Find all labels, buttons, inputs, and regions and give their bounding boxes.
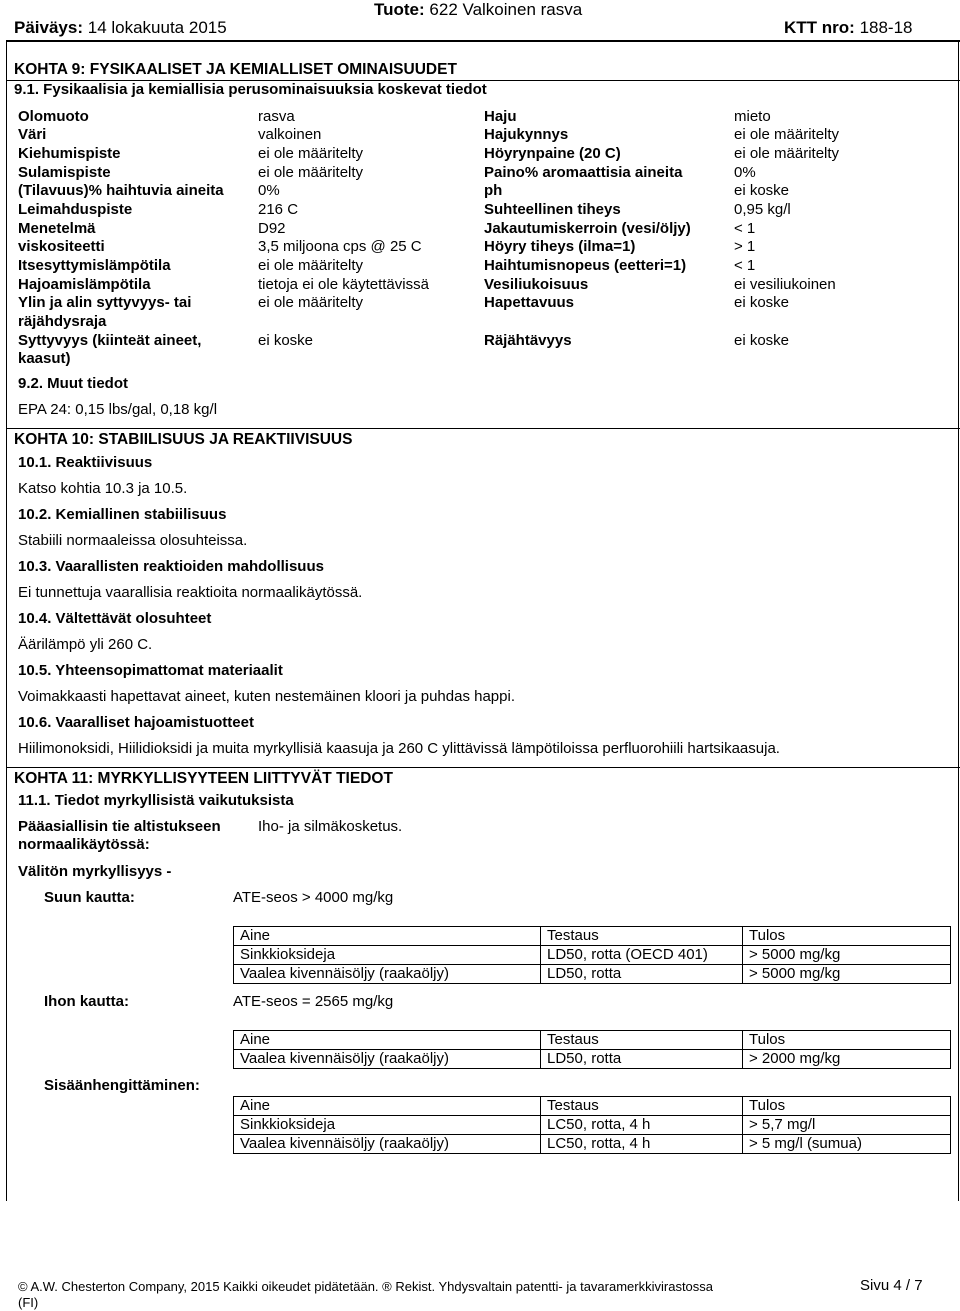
prop-value: < 1 [734, 220, 756, 237]
section11-rule [6, 767, 960, 768]
table-header-row [234, 1097, 951, 1116]
prop-value: ei ole määritelty [258, 164, 364, 181]
table-cell: LC50, rotta, 4 h [541, 1135, 743, 1154]
prop-label: Hajoamislämpötila [18, 276, 151, 293]
prop-label: Haihtumisnopeus (eetteri=1) [484, 257, 687, 274]
col-header: Aine [234, 1031, 541, 1050]
product-label: Tuote: [374, 0, 425, 19]
prop-label-cont: kaasut) [18, 350, 71, 367]
prop-label: Vesiliukoisuus [484, 276, 589, 293]
table-row [234, 965, 951, 984]
col-header: Aine [234, 927, 541, 946]
prop-label: Hajukynnys [484, 126, 569, 143]
prop-label: Haju [484, 108, 517, 125]
section10-rule [6, 428, 960, 429]
table-cell: LD50, rotta (OECD 401) [541, 946, 743, 965]
prop-label: Menetelmä [18, 220, 96, 237]
prop-value: ei ole määritelty [258, 294, 364, 311]
section11-title: KOHTA 11: MYRKYLLISYYTEEN LIITTYVÄT TIEDOT [14, 770, 393, 787]
prop-label: Kiehumispiste [18, 145, 121, 162]
prop-label: Syttyvyys (kiinteät aineet, [18, 332, 202, 349]
prop-value: ei koske [258, 332, 314, 349]
prop-value: ei koske [734, 294, 790, 311]
section11-sub1: 11.1. Tiedot myrkyllisistä vaikutuksista [18, 792, 294, 809]
oral-ate: ATE-seos > 4000 mg/kg [233, 889, 394, 906]
prop-label: Höyrynpaine (20 C) [484, 145, 621, 162]
prop-value: 0,95 kg/l [734, 201, 791, 218]
prop-value: ei vesiliukoinen [734, 276, 836, 293]
prop-value: D92 [258, 220, 286, 237]
prop-value: mieto [734, 108, 771, 125]
s10-heading: 10.4. Vältettävät olosuhteet [18, 610, 212, 627]
prop-label-cont: räjähdysraja [18, 313, 107, 330]
prop-value: 0% [258, 182, 280, 199]
date-value: 14 lokakuuta 2015 [87, 18, 227, 37]
s10-text: Stabiili normaaleissa olosuhteissa. [18, 532, 248, 549]
s10-heading: 10.6. Vaaralliset hajoamistuotteet [18, 714, 254, 731]
header-product [374, 1, 582, 19]
footer-page-number: Sivu 4 / 7 [860, 1277, 923, 1294]
prop-value: ei koske [734, 182, 790, 199]
exposure-label: Pääasiallisin tie altistukseen [18, 818, 221, 835]
skin-label: Ihon kautta: [44, 993, 129, 1010]
table-row [234, 1116, 951, 1135]
prop-label: viskositeetti [18, 238, 105, 255]
table-row [234, 1050, 951, 1069]
header-date [14, 19, 227, 37]
prop-value: 0% [734, 164, 756, 181]
s10-heading: 10.1. Reaktiivisuus [18, 454, 153, 471]
table-cell: > 5,7 mg/l [743, 1116, 951, 1135]
inhalation-toxicity-table [233, 1096, 951, 1154]
s10-heading: 10.5. Yhteensopimattomat materiaalit [18, 662, 283, 679]
table-row [234, 946, 951, 965]
prop-label: Höyry tiheys (ilma=1) [484, 238, 636, 255]
prop-value: ei koske [734, 332, 790, 349]
oral-toxicity-table [233, 926, 951, 984]
ktt-value: 188-18 [859, 18, 913, 37]
table-cell: Vaalea kivennäisöljy (raakaöljy) [234, 1135, 541, 1154]
table-cell: Vaalea kivennäisöljy (raakaöljy) [234, 965, 541, 984]
prop-label: Paino% aromaattisia aineita [484, 164, 683, 181]
prop-label: Ylin ja alin syttyvyys- tai [18, 294, 192, 311]
prop-value: valkoinen [258, 126, 322, 143]
table-row [234, 1135, 951, 1154]
col-header: Testaus [541, 1097, 743, 1116]
prop-label: Leimahduspiste [18, 201, 133, 218]
product-value: 622 Valkoinen rasva [429, 0, 583, 19]
date-label: Päiväys: [14, 18, 83, 37]
header-rule [6, 40, 960, 42]
table-cell: Sinkkioksideja [234, 946, 541, 965]
col-header: Tulos [743, 1031, 951, 1050]
col-header: Tulos [743, 927, 951, 946]
prop-value: rasva [258, 108, 295, 125]
s10-heading: 10.3. Vaarallisten reaktioiden mahdollisuus [18, 558, 324, 575]
s10-text: Katso kohtia 10.3 ja 10.5. [18, 480, 188, 497]
table-cell: > 2000 mg/kg [743, 1050, 951, 1069]
prop-value: tietoja ei ole käytettävissä [258, 276, 429, 293]
s10-heading: 10.2. Kemiallinen stabiilisuus [18, 506, 227, 523]
s10-text: Hiilimonoksidi, Hiilidioksidi ja muita myrkyllisiä kaasuja ja 260 C ylittävissä lämpötiloissa perfluorohiili hartsikaasuja. [18, 740, 780, 757]
prop-value: < 1 [734, 257, 756, 274]
prop-value: 216 C [258, 201, 299, 218]
prop-label: Väri [18, 126, 47, 143]
skin-toxicity-table [233, 1030, 951, 1069]
acute-label: Välitön myrkyllisyys - [18, 863, 172, 880]
col-header: Testaus [541, 1031, 743, 1050]
prop-value: ei ole määritelty [258, 257, 364, 274]
footer-lang: (FI) [18, 1295, 39, 1310]
prop-label: Suhteellinen tiheys [484, 201, 621, 218]
section9-sub1: 9.1. Fysikaalisia ja kemiallisia perusominaisuuksia koskevat tiedot [14, 81, 487, 98]
oral-label: Suun kautta: [44, 889, 135, 906]
prop-label: Sulamispiste [18, 164, 111, 181]
table-cell: > 5 mg/l (sumua) [743, 1135, 951, 1154]
col-header: Aine [234, 1097, 541, 1116]
prop-value: > 1 [734, 238, 756, 255]
prop-label: (Tilavuus)% haihtuvia aineita [18, 182, 224, 199]
footer-copyright: © A.W. Chesterton Company, 2015 Kaikki oikeudet pidätetään. ® Rekist. Yhdysvaltain patentti- ja tavaramerkkivirastossa [18, 1279, 714, 1294]
skin-ate: ATE-seos = 2565 mg/kg [233, 993, 394, 1010]
section10-title: KOHTA 10: STABIILISUUS JA REAKTIIVISUUS [14, 431, 353, 448]
section9-sub2: 9.2. Muut tiedot [18, 375, 128, 392]
prop-value: 3,5 miljoona cps @ 25 C [258, 238, 422, 255]
s10-text: Voimakkaasti hapettavat aineet, kuten nestemäinen kloori ja puhdas happi. [18, 688, 515, 705]
table-cell: LD50, rotta [541, 1050, 743, 1069]
col-header: Tulos [743, 1097, 951, 1116]
prop-label: Räjähtävyys [484, 332, 572, 349]
exposure-value: Iho- ja silmäkosketus. [258, 818, 403, 835]
table-cell: Vaalea kivennäisöljy (raakaöljy) [234, 1050, 541, 1069]
prop-value: ei ole määritelty [734, 145, 840, 162]
col-header: Testaus [541, 927, 743, 946]
prop-label: Jakautumiskerroin (vesi/öljy) [484, 220, 691, 237]
ktt-label: KTT nro: [784, 18, 855, 37]
prop-label: Olomuoto [18, 108, 89, 125]
prop-label: ph [484, 182, 503, 199]
table-header-row [234, 1031, 951, 1050]
s10-text: Ei tunnettuja vaarallisia reaktioita normaalikäytössä. [18, 584, 363, 601]
inhalation-label: Sisäänhengittäminen: [44, 1077, 200, 1094]
left-border [6, 41, 7, 1201]
table-cell: LD50, rotta [541, 965, 743, 984]
s10-text: Äärilämpö yli 260 C. [18, 636, 153, 653]
table-cell: LC50, rotta, 4 h [541, 1116, 743, 1135]
prop-label: Itsesyttymislämpötila [18, 257, 171, 274]
prop-value: ei ole määritelty [734, 126, 840, 143]
exposure-label-cont: normaalikäytössä: [18, 836, 150, 853]
epa-text: EPA 24: 0,15 lbs/gal, 0,18 kg/l [18, 401, 218, 418]
section9-title: KOHTA 9: FYSIKAALISET JA KEMIALLISET OMINAISUUDET [14, 61, 457, 78]
table-cell: > 5000 mg/kg [743, 965, 951, 984]
prop-value: ei ole määritelty [258, 145, 364, 162]
table-cell: Sinkkioksideja [234, 1116, 541, 1135]
right-border [958, 41, 959, 1201]
header-ktt [784, 19, 913, 37]
table-cell: > 5000 mg/kg [743, 946, 951, 965]
table-header-row [234, 927, 951, 946]
prop-label: Hapettavuus [484, 294, 575, 311]
